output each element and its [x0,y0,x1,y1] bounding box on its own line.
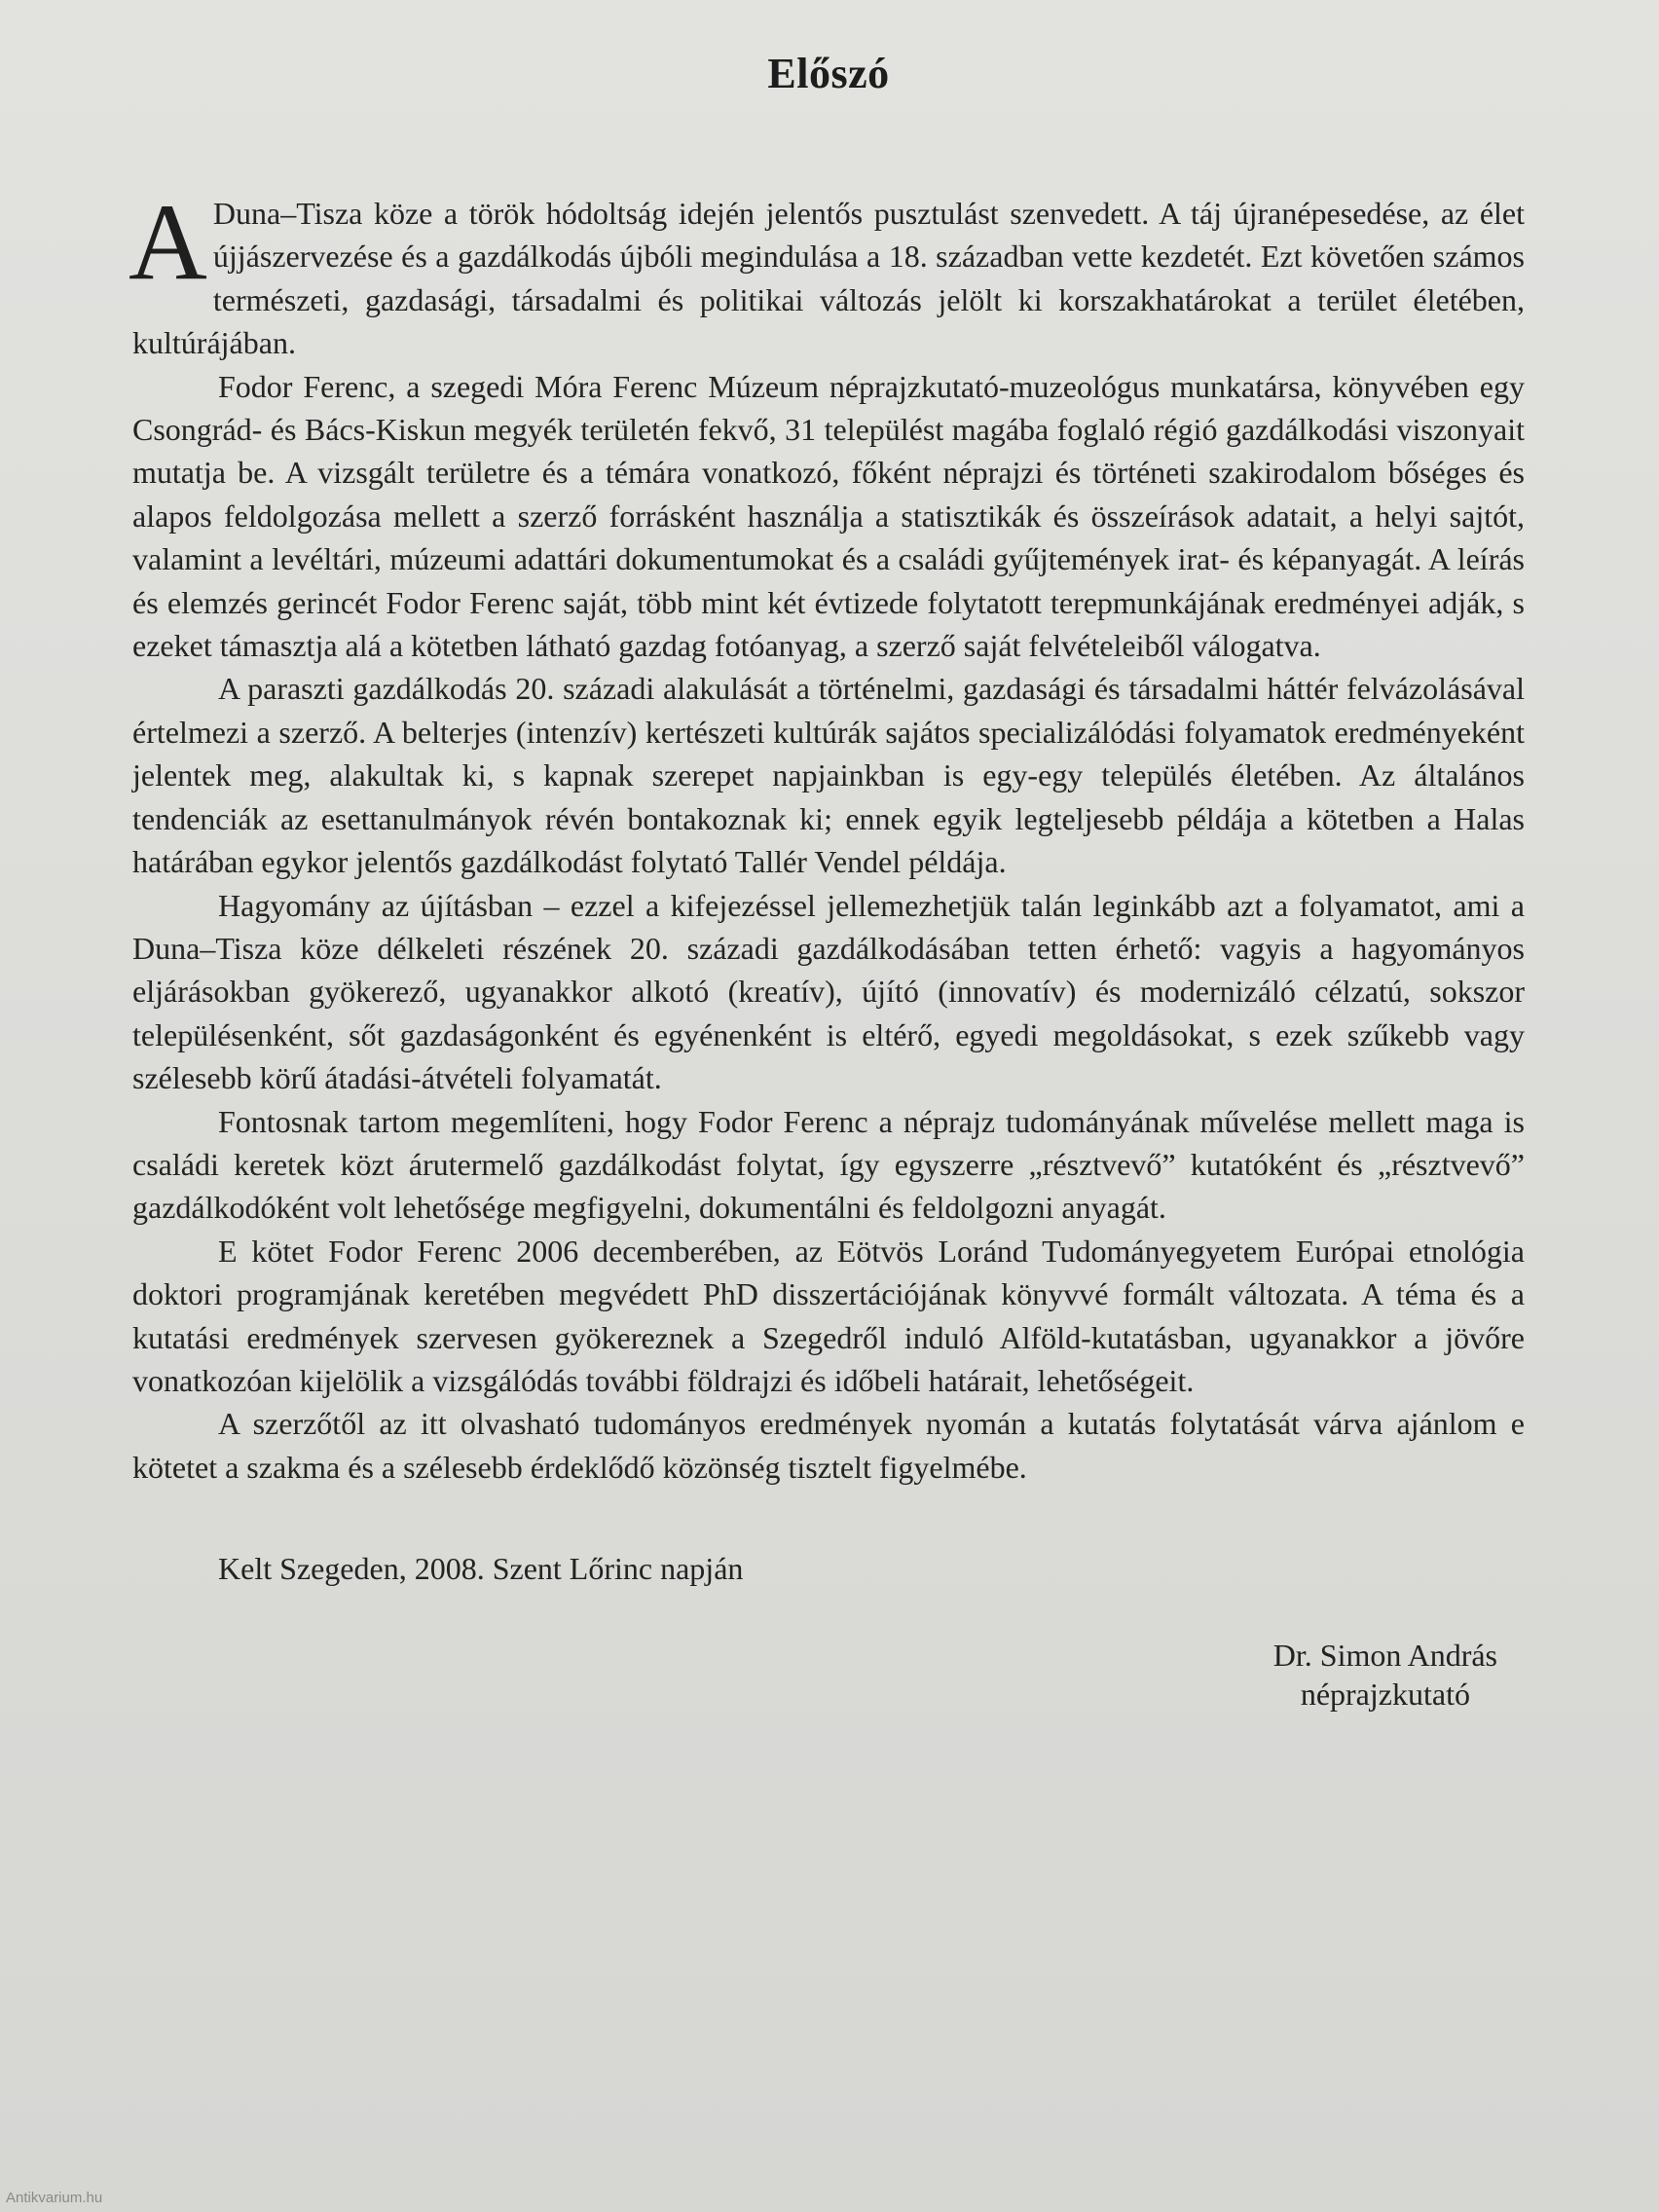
body-text [129,182,1525,1489]
paragraph-5: Fontosnak tartom megemlíteni, hogy Fodor Ferenc a néprajz tudományának művelése mellett maga is családi keretek közt árutermelő gazdálkodást folytat, így egyszerre „résztvevő” kutatóként és „résztvevő” gazdálkodóként volt lehetősége megfigyelni, dokumentálni és feldolgozni anyagát. [132,1103,1525,1226]
paragraph-3: A paraszti gazdálkodás 20. századi alakulását a történelmi, gazdasági és társadalmi háttér felvázolásával értelmezi a szerző. A belterjes (intenzív) kertészeti kultúrák sajátos specializálódási folyamatok eredményeként jelentek meg, alakultak ki, s kapnak szerepet napjainkban is egy-egy település életében. Az általános tendenciák az esettanulmányok révén bontakoznak ki; ennek egyik legteljesebb példája a kötetben a Halas határában egykor jelentős gazdálkodást folytató Tallér Vendel példája. [132,671,1525,880]
page-title: Előszó [767,50,890,97]
watermark: Antikvarium.hu [6,2190,103,2206]
drop-cap: A [129,182,207,303]
signature-role: néprajzkutató [1300,1676,1470,1712]
paragraph-4: Hagyomány az újításban – ezzel a kifejezéssel jellemezhetjük talán leginkább azt a folyamatot, ami a Duna–Tisza köze délkeleti részének 20. századi gazdálkodásában tetten érhető: vagyis a hagyományos eljárásokban gyökerező, ugyanakkor alkotó (kreatív), újító (innovatív) és modernizáló célzatú, sokszor településenként, sőt gazdaságonként és egyénenként is eltérő, egyedi megoldásokat, s ezek szűkebb vagy szélesebb körű átadási-átvételi folyamatát. [132,887,1525,1096]
paragraph-1 [129,182,1525,365]
signature-name: Dr. Simon András [1272,1637,1497,1673]
paragraph-2: Fodor Ferenc, a szegedi Móra Ferenc Múzeum néprajzkutató-muzeológus munkatársa, könyvében egy Csongrád- és Bács-Kiskun megyék területén fekvő, 31 települést magába foglaló régió gazdálkodási viszonyait mutatja be. A vizsgált területre és a témára vonatkozó, főként néprajzi és történeti szakirodalom bőséges és alapos feldolgozása mellett a szerző forrásként használja a statisztikák és összeírások adatait, a helyi sajtót, valamint a levéltári, múzeumi adattári dokumentumokat és a családi gyűjtemények irat- és képanyagát. A leírás és elemzés gerincét Fodor Ferenc saját, több mint két évtizede folytatott terepmunkájának eredményei adják, s ezeket támasztja alá a kötetben látható gazdag fotóanyag, a szerző saját felvételeiből válogatva. [132,368,1525,664]
signature [132,1636,1525,1714]
paragraph-7: A szerzőtől az itt olvasható tudományos eredmények nyomán a kutatás folytatását várva ajánlom e kötetet a szakma és a szélesebb érdeklődő közönség tisztelt figyelmébe. [132,1406,1525,1485]
page-content [129,49,1525,1714]
paragraph-1-text: Duna–Tisza köze a török hódoltság idején jelentős pusztulást szenvedett. A táj újranépesedése, az élet újjászervezése és a gazdálkodás újbóli megindulása a 18. században vette kezdetét. Ezt követően számos természeti, gazdasági, társadalmi és politikai változás jelölt ki korszakhatárokat a terület életében, kultúrájában. [132,196,1525,361]
signature-block [1273,1636,1497,1714]
dateline: Kelt Szegeden, 2008. Szent Lőrinc napján [218,1551,744,1587]
paragraph-6: E kötet Fodor Ferenc 2006 decemberében, az Eötvös Loránd Tudományegyetem Európai etnológia doktori programjának keretében megvédett PhD disszertációjának könyvvé formált változata. A téma és a kutatási eredmények szervesen gyökereznek a Szegedről induló Alföld-kutatásban, ugyanakkor a jövőre vonatkozóan kijelölik a vizsgálódás további földrajzi és időbeli határait, lehetőségeit. [132,1233,1525,1398]
